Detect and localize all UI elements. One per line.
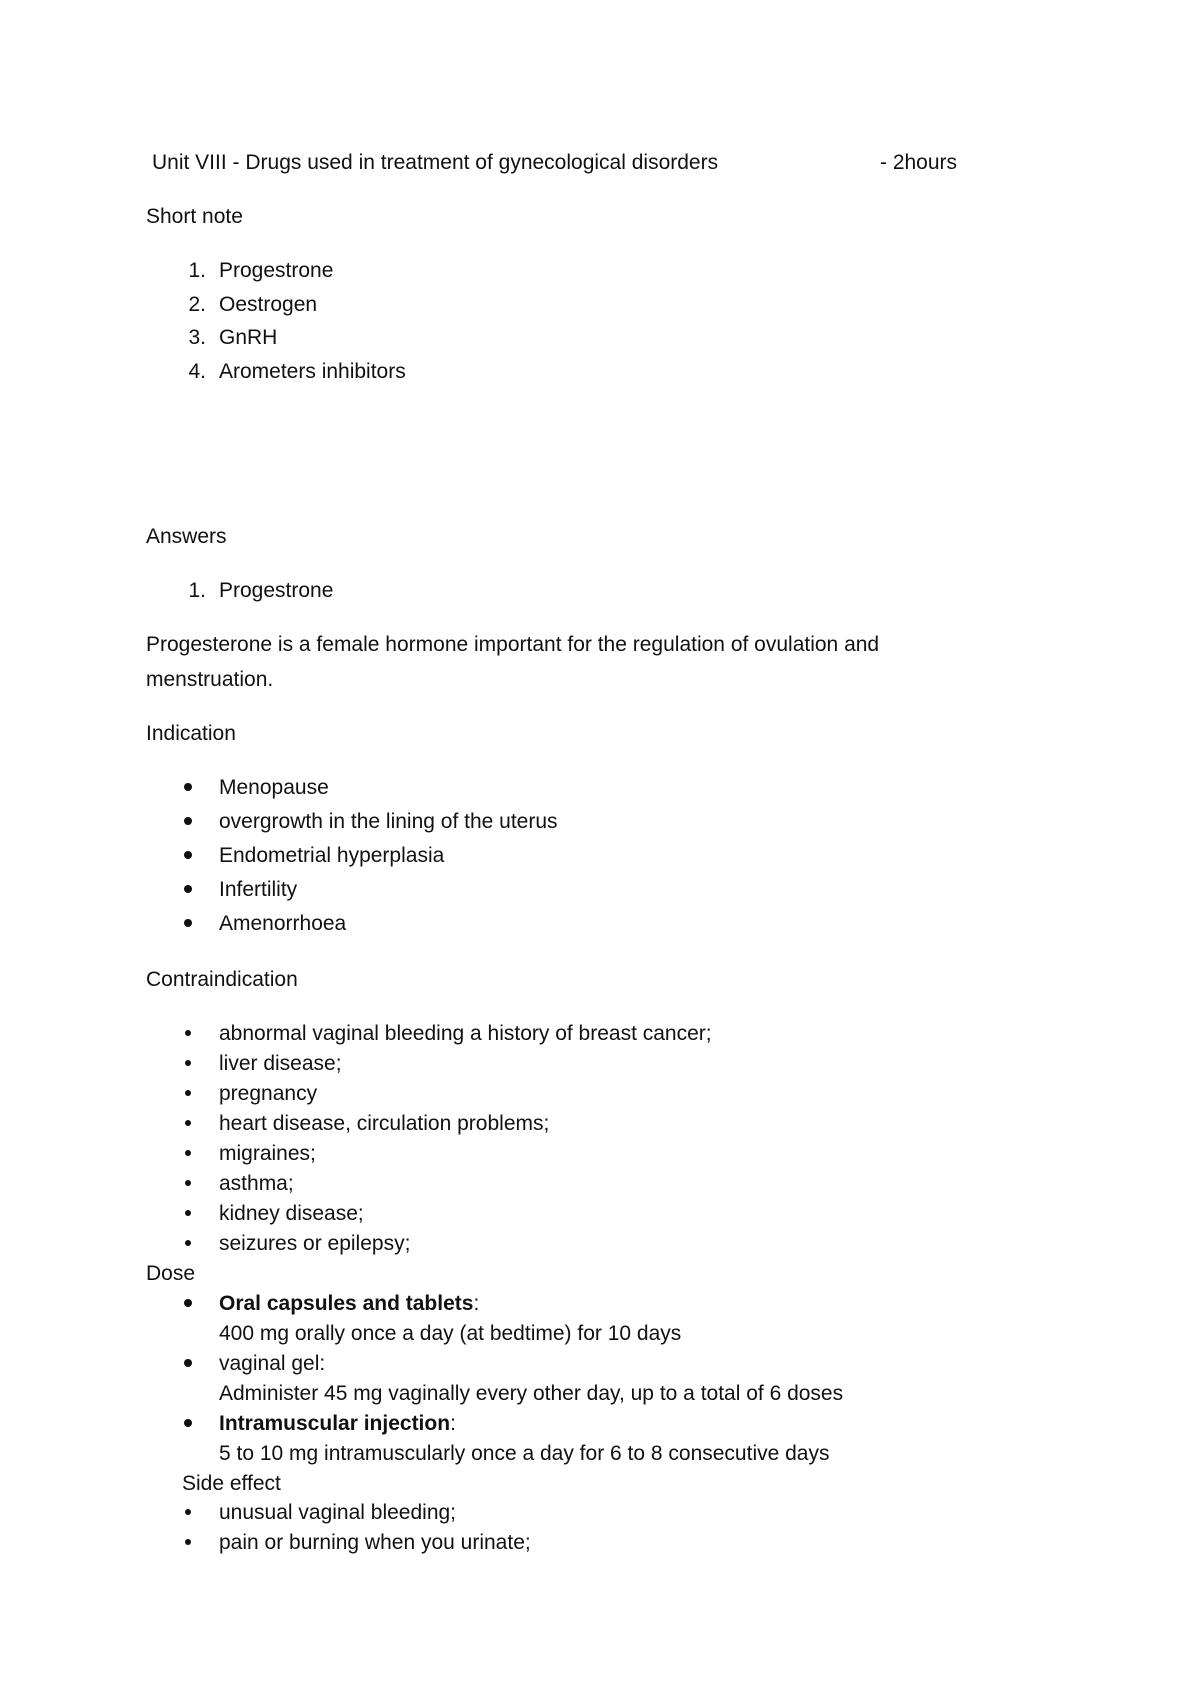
list-item: Oestrogen <box>219 293 318 316</box>
bullet-icon <box>184 1419 192 1427</box>
bullet-icon <box>184 783 192 791</box>
list-item: Progestrone <box>219 579 334 602</box>
list-item: pregnancy <box>219 1082 318 1105</box>
bullet-icon <box>184 885 192 893</box>
list-item: unusual vaginal bleeding; <box>219 1501 457 1524</box>
contraindication-heading: Contraindication <box>146 968 298 991</box>
list-item <box>219 1293 479 1314</box>
bullet-icon <box>185 1060 191 1066</box>
bullet-icon <box>185 1120 191 1126</box>
list-item: abnormal vaginal bleeding a history of breast cancer; <box>219 1022 712 1045</box>
list-item <box>219 1413 456 1434</box>
dose-label: Intramuscular injection <box>219 1412 451 1435</box>
list-number: 1. <box>188 579 206 602</box>
list-item: Arometers inhibitors <box>219 360 406 383</box>
bullet-icon <box>184 919 192 927</box>
dose-label: vaginal gel: <box>219 1352 326 1375</box>
bullet-icon <box>185 1150 191 1156</box>
list-item: migraines; <box>219 1142 316 1165</box>
bullet-icon <box>184 817 192 825</box>
duration-label: - 2hours <box>880 151 958 174</box>
bullet-icon <box>184 1359 192 1367</box>
dose-detail: 5 to 10 mg intramuscularly once a day for 6 to 8 consecutive days <box>219 1442 830 1465</box>
list-item: overgrowth in the lining of the uterus <box>219 810 558 833</box>
bullet-icon <box>184 1299 192 1307</box>
short-note-heading: Short note <box>146 205 243 228</box>
list-item: Progestrone <box>219 259 334 282</box>
list-item: heart disease, circulation problems; <box>219 1112 550 1135</box>
bullet-icon <box>185 1090 191 1096</box>
bullet-icon <box>184 851 192 859</box>
list-number: 3. <box>188 326 206 349</box>
dose-label-suffix: : <box>450 1412 456 1435</box>
dose-label-suffix: : <box>473 1292 480 1315</box>
list-number: 1. <box>188 259 206 282</box>
bullet-icon <box>185 1509 191 1515</box>
list-item: liver disease; <box>219 1052 342 1075</box>
dose-detail: 400 mg orally once a day (at bedtime) for 10 days <box>219 1322 682 1345</box>
list-item: Amenorrhoea <box>219 912 347 935</box>
list-item: GnRH <box>219 326 278 349</box>
list-item: Endometrial hyperplasia <box>219 844 445 867</box>
list-number: 2. <box>188 293 206 316</box>
list-number: 4. <box>188 360 206 383</box>
paragraph-line: menstruation. <box>146 668 274 691</box>
dose-detail: Administer 45 mg vaginally every other day, up to a total of 6 doses <box>219 1382 844 1405</box>
bullet-icon <box>185 1210 191 1216</box>
indication-heading: Indication <box>146 722 236 745</box>
bullet-icon <box>185 1030 191 1036</box>
paragraph-line: Progesterone is a female hormone important for the regulation of ovulation and <box>146 633 880 656</box>
list-item <box>219 1353 325 1374</box>
bullet-icon <box>185 1539 191 1545</box>
bullet-icon <box>185 1240 191 1246</box>
list-item: seizures or epilepsy; <box>219 1232 411 1255</box>
list-item: asthma; <box>219 1172 294 1195</box>
side-effect-heading: Side effect <box>182 1472 281 1495</box>
list-item: kidney disease; <box>219 1202 364 1225</box>
dose-heading: Dose <box>146 1262 196 1285</box>
list-item: Infertility <box>219 878 298 901</box>
bullet-icon <box>185 1180 191 1186</box>
dose-label: Oral capsules and tablets <box>219 1292 474 1315</box>
answers-heading: Answers <box>146 525 227 548</box>
page-title: Unit VIII - Drugs used in treatment of gynecological disorders <box>152 151 719 174</box>
list-item: pain or burning when you urinate; <box>219 1531 531 1554</box>
list-item: Menopause <box>219 776 329 799</box>
